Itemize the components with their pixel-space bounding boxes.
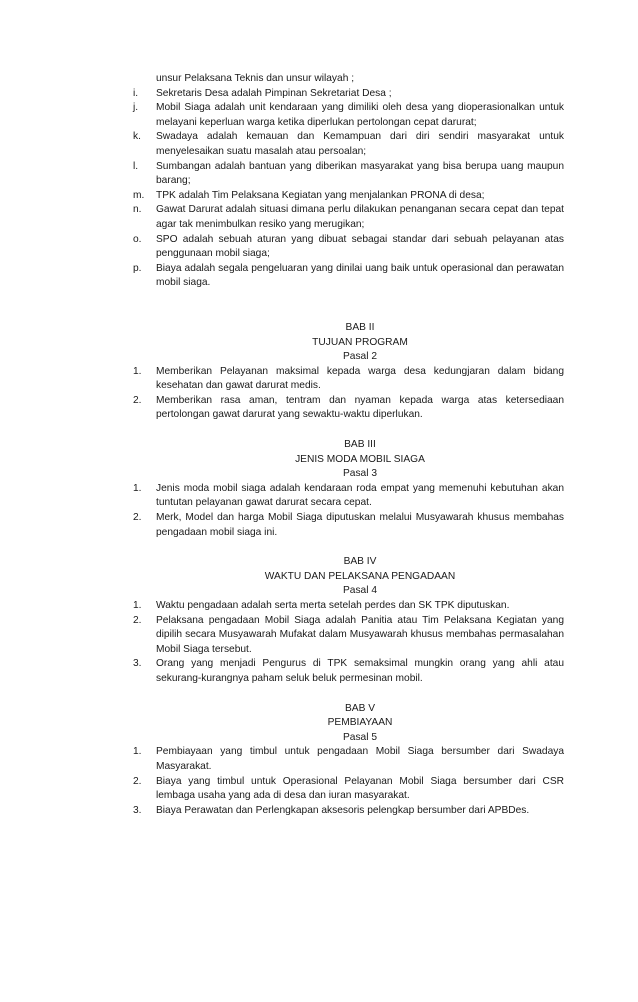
article-item [133,511,564,540]
article-item [133,365,564,394]
item-marker: 2. [133,614,142,626]
item-marker: 3. [133,658,142,670]
article-item [133,599,564,614]
chapter-number: BAB II [345,321,375,333]
item-marker: 2. [133,394,142,406]
item-marker: o. [133,233,142,245]
item-text: Waktu pengadaan adalah serta merta setelah perdes dan SK TPK diputuskan. [156,600,510,611]
article-number: Pasal 3 [343,468,377,480]
article-item [133,775,564,804]
chapter-number: BAB IV [343,556,377,568]
item-marker: i. [133,87,139,99]
item-text: Memberikan Pelayanan maksimal kepada warga desa kedungjaran dalam bidang kesehatan dan gawat darurat medis. [156,365,564,392]
item-marker: 1. [133,600,142,611]
item-text: Sekretaris Desa adalah Pimpinan Sekretariat Desa ; [156,87,392,99]
item-marker: l. [133,160,139,172]
item-text: Jenis moda mobil siaga adalah kendaraan roda empat yang memenuhi kebutuhan akan tuntutan pelayanan gawat darurat secara cepat. [156,482,564,509]
definition-item [133,101,564,130]
item-text: TPK adalah Tim Pelaksana Kegiatan yang menjalankan PRONA di desa; [156,189,485,201]
item-marker: 2. [133,512,142,524]
chapter-section [133,555,564,686]
chapter-title: TUJUAN PROGRAM [312,336,408,348]
item-text: Sumbangan adalah bantuan yang diberikan masyarakat yang bisa berupa uang maupun barang; [156,160,564,187]
definition-item [133,160,564,189]
item-marker: m. [133,189,145,201]
article-item [133,394,564,423]
article-item [133,482,564,511]
item-text: Pembiayaan yang timbul untuk pengadaan Mobil Siaga bersumber dari Swadaya Masyarakat. [156,746,564,772]
item-text: SPO adalah sebuah aturan yang dibuat sebagai standar dari sebuah pelayanan atas penggunaan mobil siaga; [156,233,564,260]
chapter-title: JENIS MODA MOBIL SIAGA [295,453,425,465]
chapter-number: BAB V [344,702,375,714]
item-text: Gawat Darurat adalah situasi dimana perlu dilakukan penanganan secara cepat dan tepat agar tak menimbulkan resiko yang merugikan; [156,204,564,230]
item-marker: j. [133,102,139,114]
item-marker: 1. [133,482,142,494]
chapter-title: PEMBIAYAAN [327,717,393,729]
item-marker: 1. [133,746,142,758]
item-text: Merk, Model dan harga Mobil Siaga diputuskan melalui Musyawarah khusus membahas pengadaan mobil siaga ini. [156,512,564,538]
article-item [133,614,564,658]
item-marker: n. [133,204,142,216]
chapter-section [133,438,564,540]
article-number: Pasal 5 [343,731,377,743]
item-text: Mobil Siaga adalah unit kendaraan yang dimiliki oleh desa yang dioperasionalkan untuk melayani keperluan warga ketika diperlukan pertolongan cepat darurat; [156,102,564,128]
definition-item [133,130,564,159]
item-text: Pelaksana pengadaan Mobil Siaga adalah Panitia atau Tim Pelaksana Kegiatan yang dipilih secara Musyawarah Mufakat dalam Musyawarah khusus membahas permasalahan Mobil Siaga tersebut. [156,614,564,655]
article-number: Pasal 2 [343,351,377,363]
item-text: Memberikan rasa aman, tentram dan nyaman kepada warga atas ketersediaan pertolongan gawat darurat yang sewaktu-waktu diperlukan. [156,394,564,421]
item-text: Biaya adalah segala pengeluaran yang dinilai uang baik untuk operasional dan perawatan mobil siaga. [156,262,564,289]
item-text: Orang yang menjadi Pengurus di TPK semaksimal mungkin orang yang ahli atau sekurang-kurangnya paham seluk beluk permesinan mobil. [156,658,564,684]
document-body [133,72,564,818]
definition-item [133,87,564,102]
chapter-section [133,702,564,819]
chapter-section [133,321,564,423]
article-item [133,804,564,819]
item-marker: k. [133,131,141,143]
definition-item [133,189,564,204]
article-number: Pasal 4 [343,585,377,597]
item-marker: p. [133,262,142,274]
definition-list [133,87,564,291]
definition-item [133,203,564,232]
item-text: Biaya Perawatan dan Perlengkapan aksesoris pelengkap bersumber dari APBDes. [156,804,530,816]
chapter-number: BAB III [344,439,376,451]
article-item [133,745,564,774]
item-marker: 2. [133,775,142,787]
item-text: Swadaya adalah kemauan dan Kemampuan dari diri sendiri masyarakat untuk menyelesaikan suatu masalah atau persoalan; [156,131,564,157]
continuation-line: unsur Pelaksana Teknis dan unsur wilayah ; [156,73,355,84]
definition-item [133,262,564,291]
item-text: Biaya yang timbul untuk Operasional Pelayanan Mobil Siaga bersumber dari CSR lembaga usaha yang ada di desa dan iuran masyarakat. [156,775,564,802]
chapter-title: WAKTU DAN PELAKSANA PENGADAAN [264,570,456,582]
item-marker: 1. [133,365,142,377]
item-marker: 3. [133,804,142,816]
article-item [133,657,564,686]
definition-item [133,233,564,262]
